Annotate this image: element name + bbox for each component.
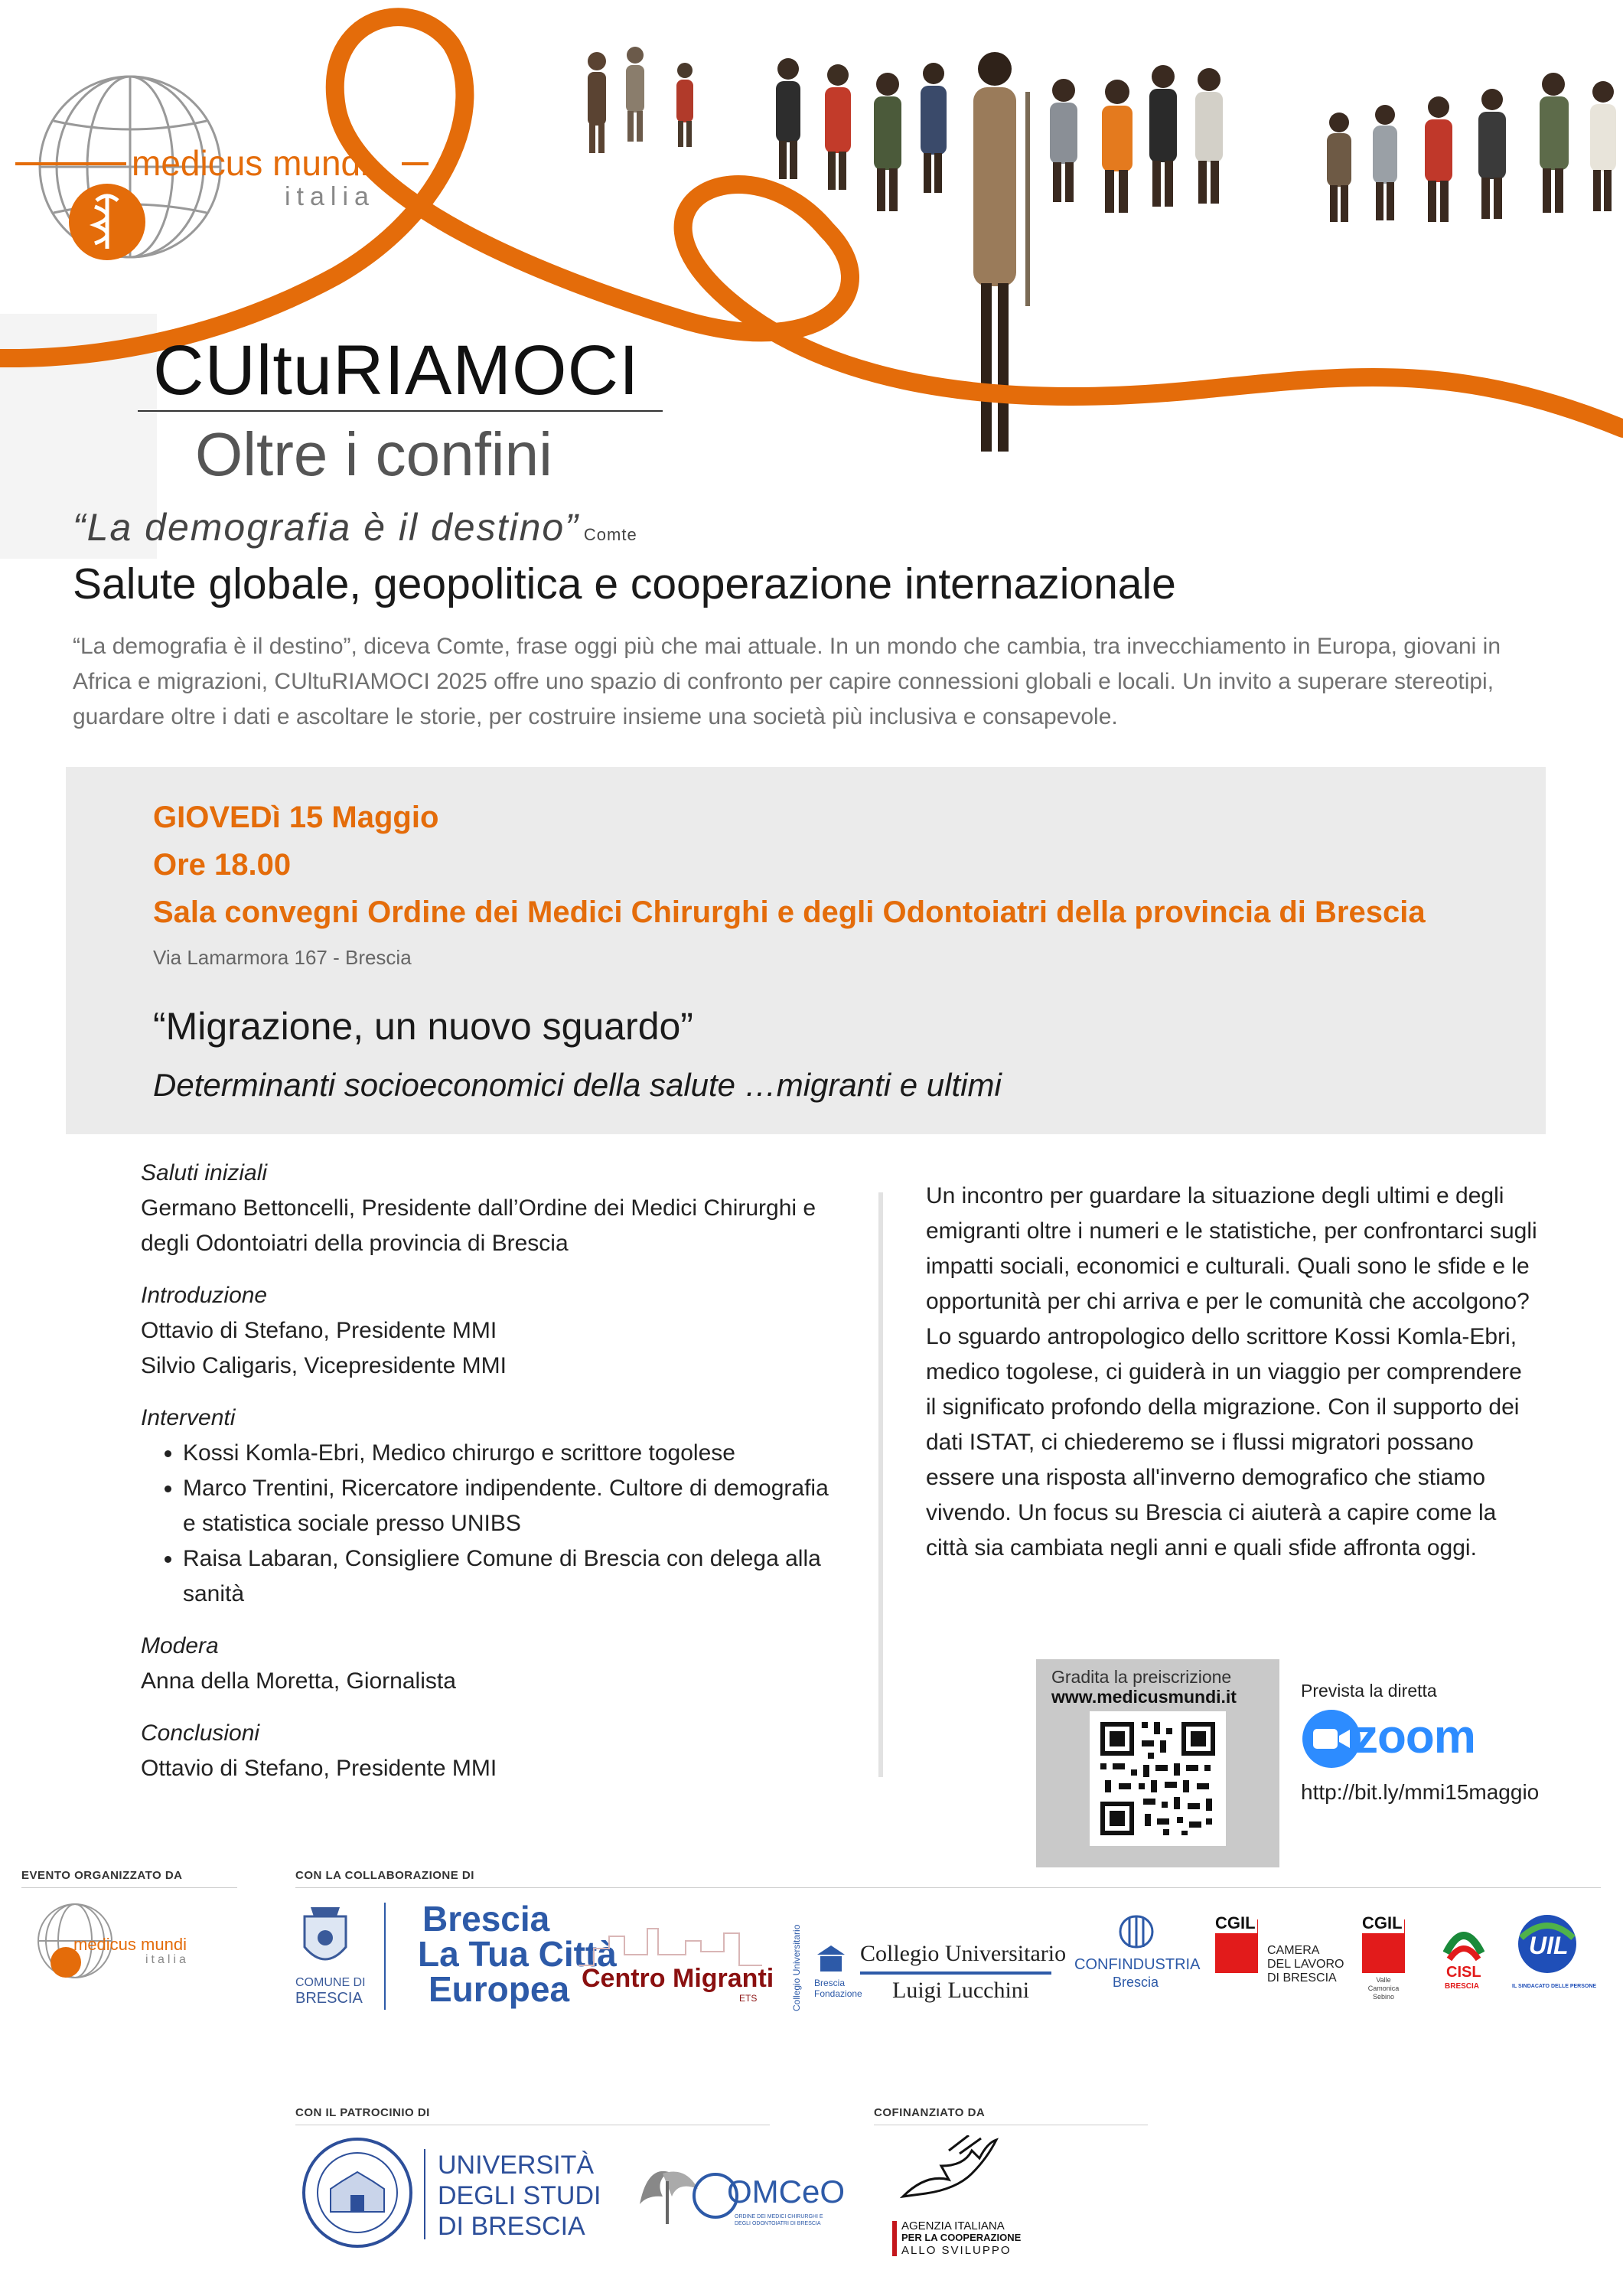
logo-name: medicus mundi [132, 143, 369, 183]
modera-text: Anna della Moretta, Giornalista [141, 1668, 456, 1694]
confindustria-text: CONFINDUSTRIA [1074, 1956, 1201, 1973]
aics-red-bar [892, 2221, 897, 2256]
event-description: Un incontro per guardare la situazione degli ultimi e degli emigranti oltre i numeri e le statistiche, per confrontarci sugli impatti sociali, economici e culturali. Quali sono le sfide e le opportunità per chi arriva e per le comunità che accolgono? Lo sguardo antropologico dello scrittore Kossi Komla-Ebri, medico togolese, ci guiderà in un viaggio per comprendere il significato profondo della migrazione. Con il supporto dei dati ISTAT, ci chiederemo se i flussi migratori possano essere una risposta all'inverno demografico che stiamo vivendo. Un focus su Brescia ci aiuterà a capire come la città sia cambiata negli anni e quali sfide affronta oggi. [926, 1183, 1537, 1561]
intro-paragraph: “La demografia è il destino”, diceva Comte, frase oggi più che mai attuale. In un mondo che cambia, tra invecchiamento in Europa, giovani in Africa e migrazioni, CUltuRIAMOCI 2025 offre uno spazio di confronto per capire connessioni globali e locali. Un invito a superare stereotipi, guardare oltre i dati e ascoltare le storie, per costruire insieme una società più inclusiva e consapevole. [73, 634, 1501, 729]
cisl-text: CISL [1446, 1964, 1481, 1981]
centro-migranti-skyline [578, 1921, 762, 1967]
comune-text-1: COMUNE DI [295, 1976, 366, 1989]
collab-rule [295, 1887, 1601, 1888]
conclusioni-text: Ottavio di Stefano, Presidente MMI [141, 1756, 497, 1781]
zoom-camera-icon [1301, 1708, 1362, 1769]
saluti-heading: Saluti iniziali [141, 1160, 268, 1186]
cgil-vc-text: CGIL [1362, 1913, 1403, 1932]
camera-text-1: CAMERA [1267, 1944, 1320, 1957]
qr-code-icon [1090, 1711, 1226, 1846]
quote [73, 505, 637, 550]
saluti-text: Germano Bettoncelli, Presidente dall’Ordine dei Medici Chirurghi e degli Odontoiatri della provincia di Brescia [141, 1195, 816, 1256]
aics-text-3: ALLO SVILUPPO [901, 2244, 1012, 2257]
camera-text-3: DI BRESCIA [1267, 1971, 1337, 1985]
event-address: Via Lamarmora 167 - Brescia [153, 946, 412, 969]
aics-dove-icon [895, 2135, 1002, 2212]
uil-text: UIL [1529, 1932, 1569, 1959]
small-logo-name: medicus mundi [73, 1935, 187, 1954]
interventi-heading: Interventi [141, 1405, 236, 1430]
cofunded-label: COFINANZIATO DA [874, 2106, 986, 2119]
quote-text: “La demografia è il destino” [73, 506, 579, 549]
list-item: • Marco Trentini, Ricercatore indipendente. Cultore di demografia e statistica sociale presso UNIBS [183, 1471, 845, 1541]
zoom-logo[interactable] [1301, 1708, 1474, 1769]
collegio-text-1: Collegio Universitario [860, 1941, 1067, 1966]
title-underline [138, 410, 663, 412]
unibs-text-3: DI BRESCIA [438, 2212, 585, 2241]
registration-url[interactable]: www.medicusmundi.it [1051, 1687, 1237, 1707]
fondazione-text: Brescia Fondazione [814, 1978, 862, 1999]
qr-code[interactable] [1090, 1711, 1226, 1846]
centro-migranti-ets: ETS [739, 1993, 758, 2004]
organized-label: EVENTO ORGANIZZATO DA [21, 1869, 183, 1882]
comune-separator [384, 1903, 386, 2010]
theme-heading: Salute globale, geopolitica e cooperazione internazionale [73, 559, 1176, 608]
aics-text-2: PER LA COOPERAZIONE [901, 2232, 1022, 2243]
logo-sub: italia [285, 182, 375, 211]
confindustria-city: Brescia [1113, 1975, 1159, 1990]
brescia-city-1: Brescia [422, 1899, 550, 1939]
intro-speaker: Silvio Caligaris, Vicepresidente MMI [141, 1353, 507, 1378]
comune-brescia-crest [300, 1904, 350, 1973]
cisl-emblem [1443, 1923, 1484, 1964]
registration-text: Gradita la preiscrizione [1051, 1667, 1232, 1687]
live-label: Prevista la diretta [1301, 1681, 1437, 1701]
collegio-rule [860, 1971, 1051, 1975]
column-divider [878, 1192, 883, 1777]
page-subtitle: Oltre i confini [195, 420, 552, 488]
interventi-list [141, 1436, 845, 1612]
collegio-building-icon [816, 1944, 846, 1975]
collegio-text-2: Luigi Lucchini [892, 1978, 1030, 2003]
modera-heading: Modera [141, 1633, 219, 1658]
cgil-text: CGIL [1215, 1913, 1256, 1932]
event-date: GIOVEDì 15 Maggio [153, 801, 439, 834]
registration-label [1051, 1667, 1266, 1707]
camera-text-2: DEL LAVORO [1267, 1958, 1344, 1971]
unibs-separator [424, 2149, 425, 2239]
brescia-city-3: Europea [429, 1969, 570, 2009]
centro-migranti-text: Centro Migranti [582, 1964, 774, 1993]
program [141, 1156, 845, 1786]
unibs-seal [300, 2135, 415, 2250]
list-item: • Kossi Komla-Ebri, Medico chirurgo e scrittore togolese [183, 1436, 845, 1471]
organized-rule [21, 1887, 237, 1888]
omceo-text: OMCeO [727, 2174, 846, 2210]
patronage-label: CON IL PATROCINIO DI [295, 2106, 430, 2119]
intro-speaker: Ottavio di Stefano, Presidente MMI [141, 1318, 497, 1343]
live-link[interactable]: http://bit.ly/mmi15maggio [1301, 1780, 1540, 1804]
talk-title: “Migrazione, un nuovo sguardo” [153, 1005, 693, 1048]
unibs-text-2: DEGLI STUDI [438, 2181, 601, 2210]
cgil-vc-sub: Valle Camonica Sebino [1367, 1976, 1400, 2001]
collab-label: CON LA COLLABORAZIONE DI [295, 1869, 474, 1882]
aics-text-1: AGENZIA ITALIANA [901, 2219, 1005, 2232]
omceo-sub: ORDINE DEI MEDICI CHIRURGHI E DEGLI ODONTOIATRI DI BRESCIA [735, 2214, 823, 2226]
comune-text-2: BRESCIA [295, 1990, 363, 2007]
brescia-city-2: La Tua Città [418, 1934, 617, 1974]
list-item: • Raisa Labaran, Consigliere Comune di Brescia con delega alla sanità [183, 1541, 845, 1612]
conclusioni-heading: Conclusioni [141, 1720, 260, 1746]
event-venue: Sala convegni Ordine dei Medici Chirurghi e degli Odontoiatri della provincia di Brescia [153, 895, 1426, 929]
unibs-text-1: UNIVERSITÀ [438, 2151, 595, 2180]
zoom-wordmark: zoom [1354, 1711, 1475, 1763]
page-title: CUltuRIAMOCI [153, 331, 640, 409]
collegio-vertical-text: Collegio Universitario [791, 1924, 802, 2011]
intro-heading: Introduzione [141, 1283, 268, 1308]
quote-author: Comte [583, 525, 637, 544]
talk-subtitle: Determinanti socioeconomici della salute …migranti e ultimi [153, 1067, 1002, 1103]
uil-sub: IL SINDACATO DELLE PERSONE [1512, 1984, 1597, 1989]
confindustria-icon [1110, 1913, 1163, 1952]
event-time: Ore 18.00 [153, 848, 292, 882]
cisl-sub: BRESCIA [1445, 1982, 1480, 1991]
small-logo-sub: italia [145, 1953, 189, 1966]
